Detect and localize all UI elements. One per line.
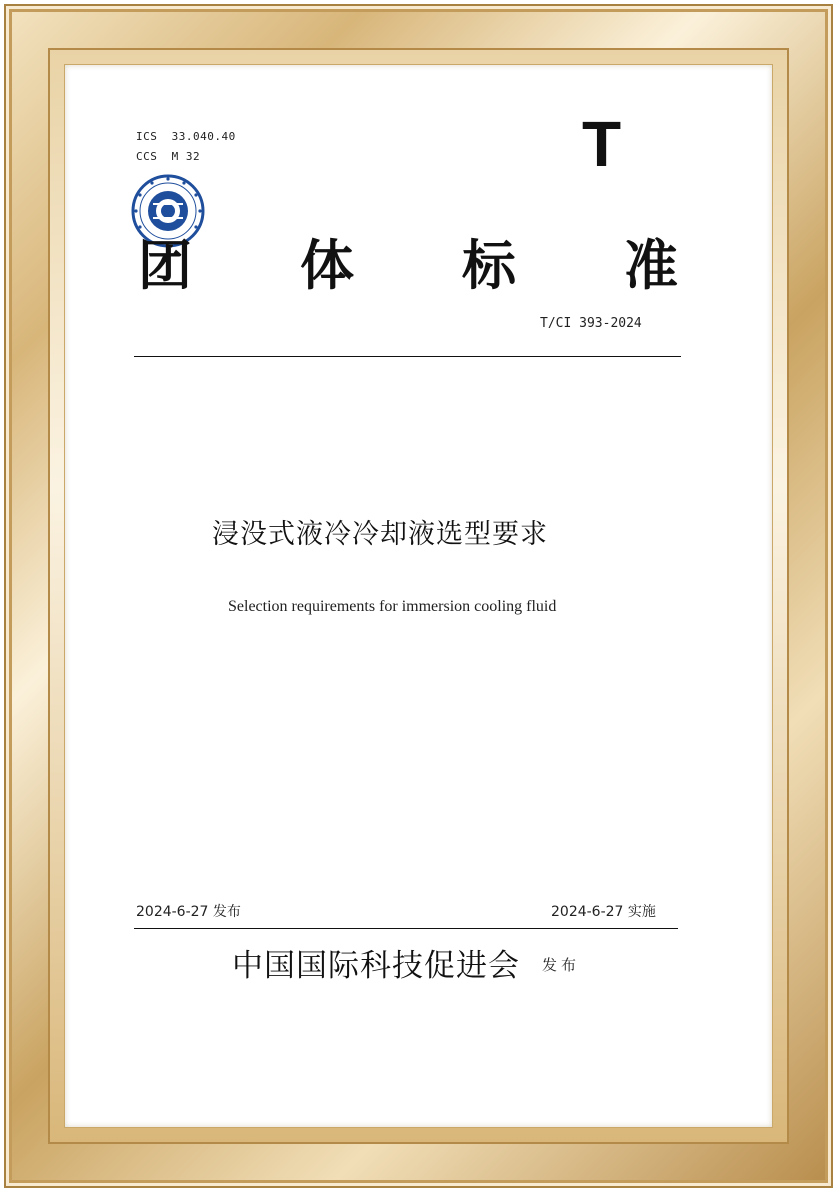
standard-type-char: 准: [624, 233, 678, 297]
ics-code: ICS 33.040.40: [136, 130, 236, 143]
standard-type-char: 团: [138, 233, 192, 297]
document-title-en: Selection requirements for immersion cooling fluid: [228, 598, 557, 615]
implement-date: 2024-6-27 实施: [551, 904, 656, 920]
header-divider: [134, 356, 681, 357]
ccs-code: CCS M 32: [136, 150, 201, 163]
standard-type-char: 标: [462, 233, 516, 297]
document-title-cn: 浸没式液冷冷却液选型要求: [212, 519, 548, 550]
category-letter: T: [582, 108, 622, 180]
standard-code: T/CI 393-2024: [540, 316, 642, 331]
publish-label: 发布: [542, 956, 581, 974]
footer-divider: [134, 928, 678, 929]
publish-date: 2024-6-27 发布: [136, 904, 241, 920]
standard-type-char: 体: [300, 233, 354, 297]
publisher-name: 中国国际科技促进会: [232, 948, 520, 984]
